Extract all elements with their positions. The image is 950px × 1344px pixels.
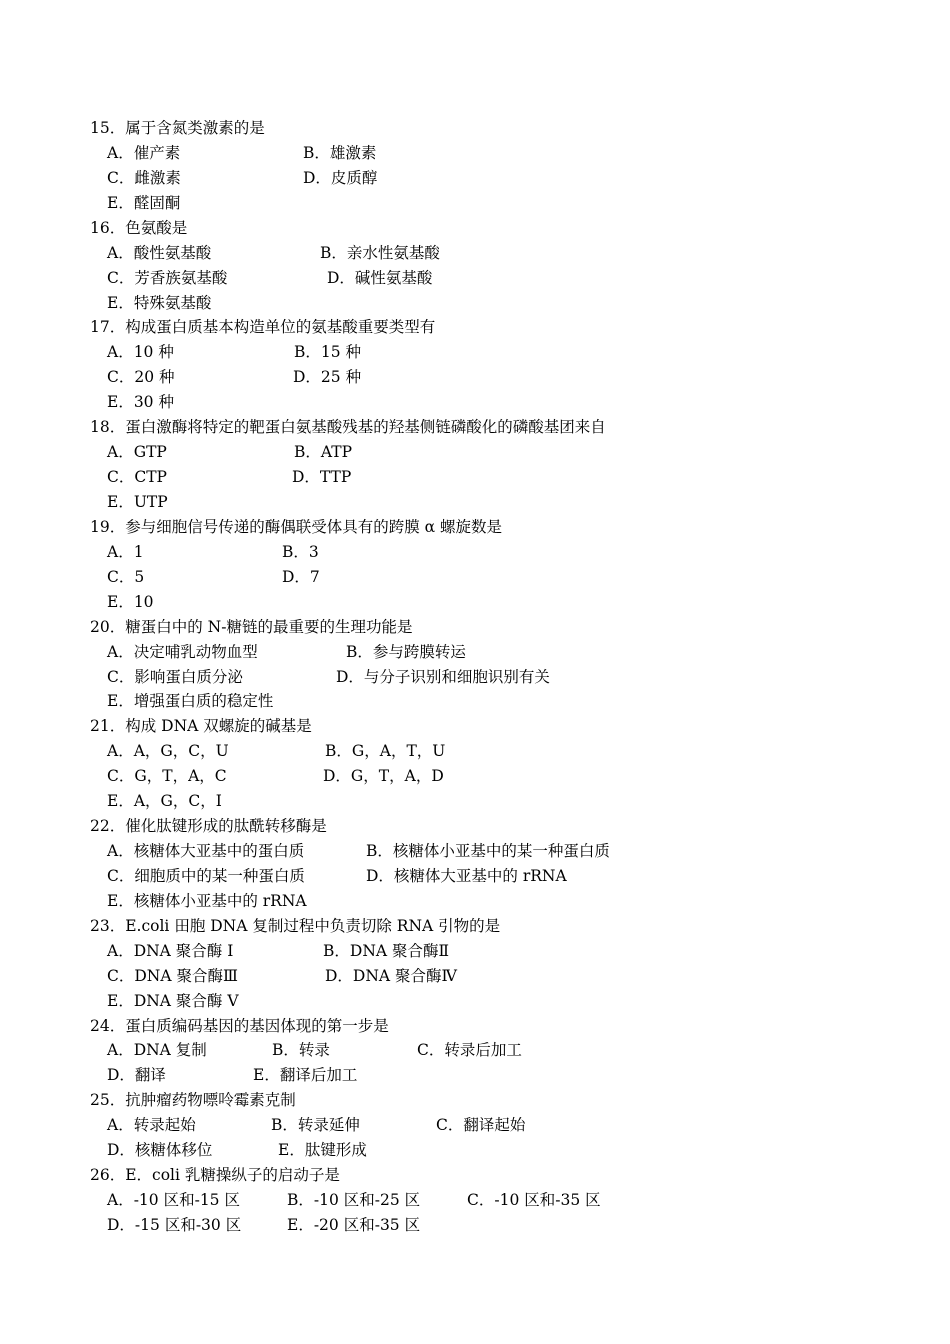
option-e: E．30 种: [107, 393, 174, 412]
option-a: A．1: [107, 542, 144, 561]
option-d: D．与分子识别和细胞识别有关: [336, 667, 550, 686]
question-16-options-row: [0, 241, 950, 266]
question-25-options-row: [0, 1113, 950, 1138]
question-20-options-row: [0, 689, 950, 714]
question-15-options-row: [0, 141, 950, 166]
question-26-options-row: [0, 1213, 950, 1238]
question-20-options-row: [0, 665, 950, 690]
option-e: E．增强蛋白质的稳定性: [107, 692, 274, 711]
question-23-stem: 23．E.coli 田胞 DNA 复制过程中负责切除 RNA 引物的是: [90, 916, 501, 935]
question-24-stem: 24．蛋白质编码基因的基因体现的第一步是: [90, 1016, 389, 1035]
option-c: C．影响蛋白质分泌: [107, 667, 243, 686]
option-b: B．雄激素: [303, 143, 377, 162]
option-c: C．翻译起始: [436, 1116, 526, 1135]
question-16: [0, 216, 950, 241]
question-17-options-row: [0, 390, 950, 415]
question-19-options-row: [0, 565, 950, 590]
option-d: D．皮质醇: [303, 168, 378, 187]
question-25: [0, 1088, 950, 1113]
option-c: C．20 种: [107, 368, 175, 387]
question-15: [0, 116, 950, 141]
option-d: D．25 种: [293, 368, 362, 387]
question-22-options-row: [0, 889, 950, 914]
question-25-stem: 25．抗肿瘤药物嘌呤霉素克制: [90, 1091, 296, 1110]
question-23-options-row: [0, 939, 950, 964]
option-c: C．转录后加工: [417, 1041, 522, 1060]
option-c: C．CTP: [107, 468, 167, 486]
question-26: [0, 1163, 950, 1188]
option-e: E．翻译后加工: [253, 1066, 358, 1085]
option-a: A．10 种: [107, 343, 174, 362]
question-16-stem: 16．色氨酸是: [90, 218, 188, 237]
question-17-stem: 17．构成蛋白质基本构造单位的氨基酸重要类型有: [90, 318, 436, 337]
option-d: D．核糖体移位: [107, 1141, 213, 1160]
option-c: C．G，T，A，C: [107, 767, 227, 786]
question-16-options-row: [0, 266, 950, 291]
option-b: B．ATP: [294, 443, 353, 462]
question-24: [0, 1014, 950, 1039]
question-19-options-row: [0, 590, 950, 615]
question-21-options-row: [0, 739, 950, 764]
option-b: B．G，A，T，U: [325, 742, 446, 761]
question-19-options-row: [0, 540, 950, 565]
option-e: E．UTP: [107, 492, 168, 511]
question-18-options-row: [0, 440, 950, 465]
option-b: B．DNA 聚合酶Ⅱ: [323, 941, 450, 960]
question-18-options-row: [0, 490, 950, 515]
option-b: B．核糖体小亚基中的某一种蛋白质: [366, 842, 610, 860]
option-d: D．碱性氨基酸: [327, 268, 433, 287]
option-e: E．-20 区和-35 区: [287, 1215, 421, 1234]
option-a: A．催产素: [107, 143, 181, 162]
question-24-options-row: [0, 1038, 950, 1063]
option-c: C．芳香族氨基酸: [107, 268, 228, 287]
question-19: [0, 515, 950, 540]
question-20: [0, 615, 950, 640]
option-e: E．10: [107, 592, 154, 611]
option-a: A．GTP: [107, 443, 167, 462]
question-23: [0, 914, 950, 939]
option-d: D．-15 区和-30 区: [107, 1215, 242, 1234]
option-d: D．核糖体大亚基中的 rRNA: [366, 866, 567, 885]
option-b: B．转录延伸: [271, 1116, 360, 1135]
option-c: C．细胞质中的某一种蛋白质: [107, 866, 305, 885]
question-17-options-row: [0, 340, 950, 365]
option-c: C．DNA 聚合酶Ⅲ: [107, 966, 238, 985]
option-a: A．DNA 聚合酶 I: [107, 941, 234, 960]
question-17: [0, 315, 950, 340]
option-d: D．翻译: [107, 1066, 166, 1085]
option-b: B．转录: [272, 1041, 330, 1060]
option-a: A．-10 区和-15 区: [107, 1191, 240, 1209]
question-26-options-row: [0, 1188, 950, 1213]
option-a: A．酸性氨基酸: [107, 243, 212, 262]
option-a: A．决定哺乳动物血型: [107, 642, 258, 661]
question-23-options-row: [0, 989, 950, 1014]
question-22-stem: 22．催化肽键形成的肽酰转移酶是: [90, 817, 327, 835]
option-e: E．肽键形成: [278, 1141, 367, 1160]
option-d: D．DNA 聚合酶Ⅳ: [325, 966, 458, 985]
option-c: C．5: [107, 567, 145, 586]
option-d: D．G，T，A，D: [323, 767, 444, 786]
option-d: D．7: [282, 567, 320, 586]
option-e: E．A，G，C，I: [107, 792, 222, 811]
question-20-options-row: [0, 640, 950, 665]
question-21-options-row: [0, 789, 950, 814]
question-17-options-row: [0, 365, 950, 390]
question-21-stem: 21．构成 DNA 双螺旋的碱基是: [90, 717, 312, 736]
question-25-options-row: [0, 1138, 950, 1163]
option-a: A．DNA 复制: [107, 1041, 207, 1060]
option-b: B．参与跨膜转运: [346, 642, 466, 661]
question-18: [0, 415, 950, 440]
question-26-stem: 26．E．coli 乳糖操纵子的启动子是: [90, 1166, 340, 1185]
option-b: B．15 种: [294, 343, 362, 362]
option-a: A．A，G，C，U: [107, 742, 229, 761]
option-a: A．核糖体大亚基中的蛋白质: [107, 842, 305, 860]
question-16-options-row: [0, 291, 950, 316]
option-e: E．醛固酮: [107, 193, 181, 212]
question-15-options-row: [0, 166, 950, 191]
option-e: E．特殊氨基酸: [107, 293, 212, 312]
question-22: [0, 814, 950, 839]
question-21: [0, 714, 950, 739]
question-23-options-row: [0, 964, 950, 989]
question-22-options-row: [0, 864, 950, 889]
option-e: E．核糖体小亚基中的 rRNA: [107, 891, 307, 910]
option-b: B．3: [282, 542, 319, 561]
option-e: E．DNA 聚合酶 V: [107, 991, 239, 1010]
question-18-options-row: [0, 465, 950, 490]
question-20-stem: 20．糖蛋白中的 N-糖链的最重要的生理功能是: [90, 617, 413, 636]
question-15-options-row: [0, 191, 950, 216]
question-21-options-row: [0, 764, 950, 789]
question-24-options-row: [0, 1063, 950, 1088]
option-b: B．-10 区和-25 区: [287, 1191, 421, 1209]
question-18-stem: 18．蛋白激酶将特定的靶蛋白氨基酸残基的羟基侧链磷酸化的磷酸基团来自: [90, 418, 606, 437]
question-22-options-row: [0, 839, 950, 864]
option-b: B．亲水性氨基酸: [320, 243, 440, 262]
question-19-stem: 19．参与细胞信号传递的酶偶联受体具有的跨膜 α 螺旋数是: [90, 517, 503, 536]
option-c: C．雌激素: [107, 168, 181, 187]
option-c: C．-10 区和-35 区: [467, 1191, 601, 1209]
question-15-stem: 15．属于含氮类激素的是: [90, 119, 265, 137]
option-a: A．转录起始: [107, 1116, 196, 1135]
option-d: D．TTP: [292, 468, 352, 486]
